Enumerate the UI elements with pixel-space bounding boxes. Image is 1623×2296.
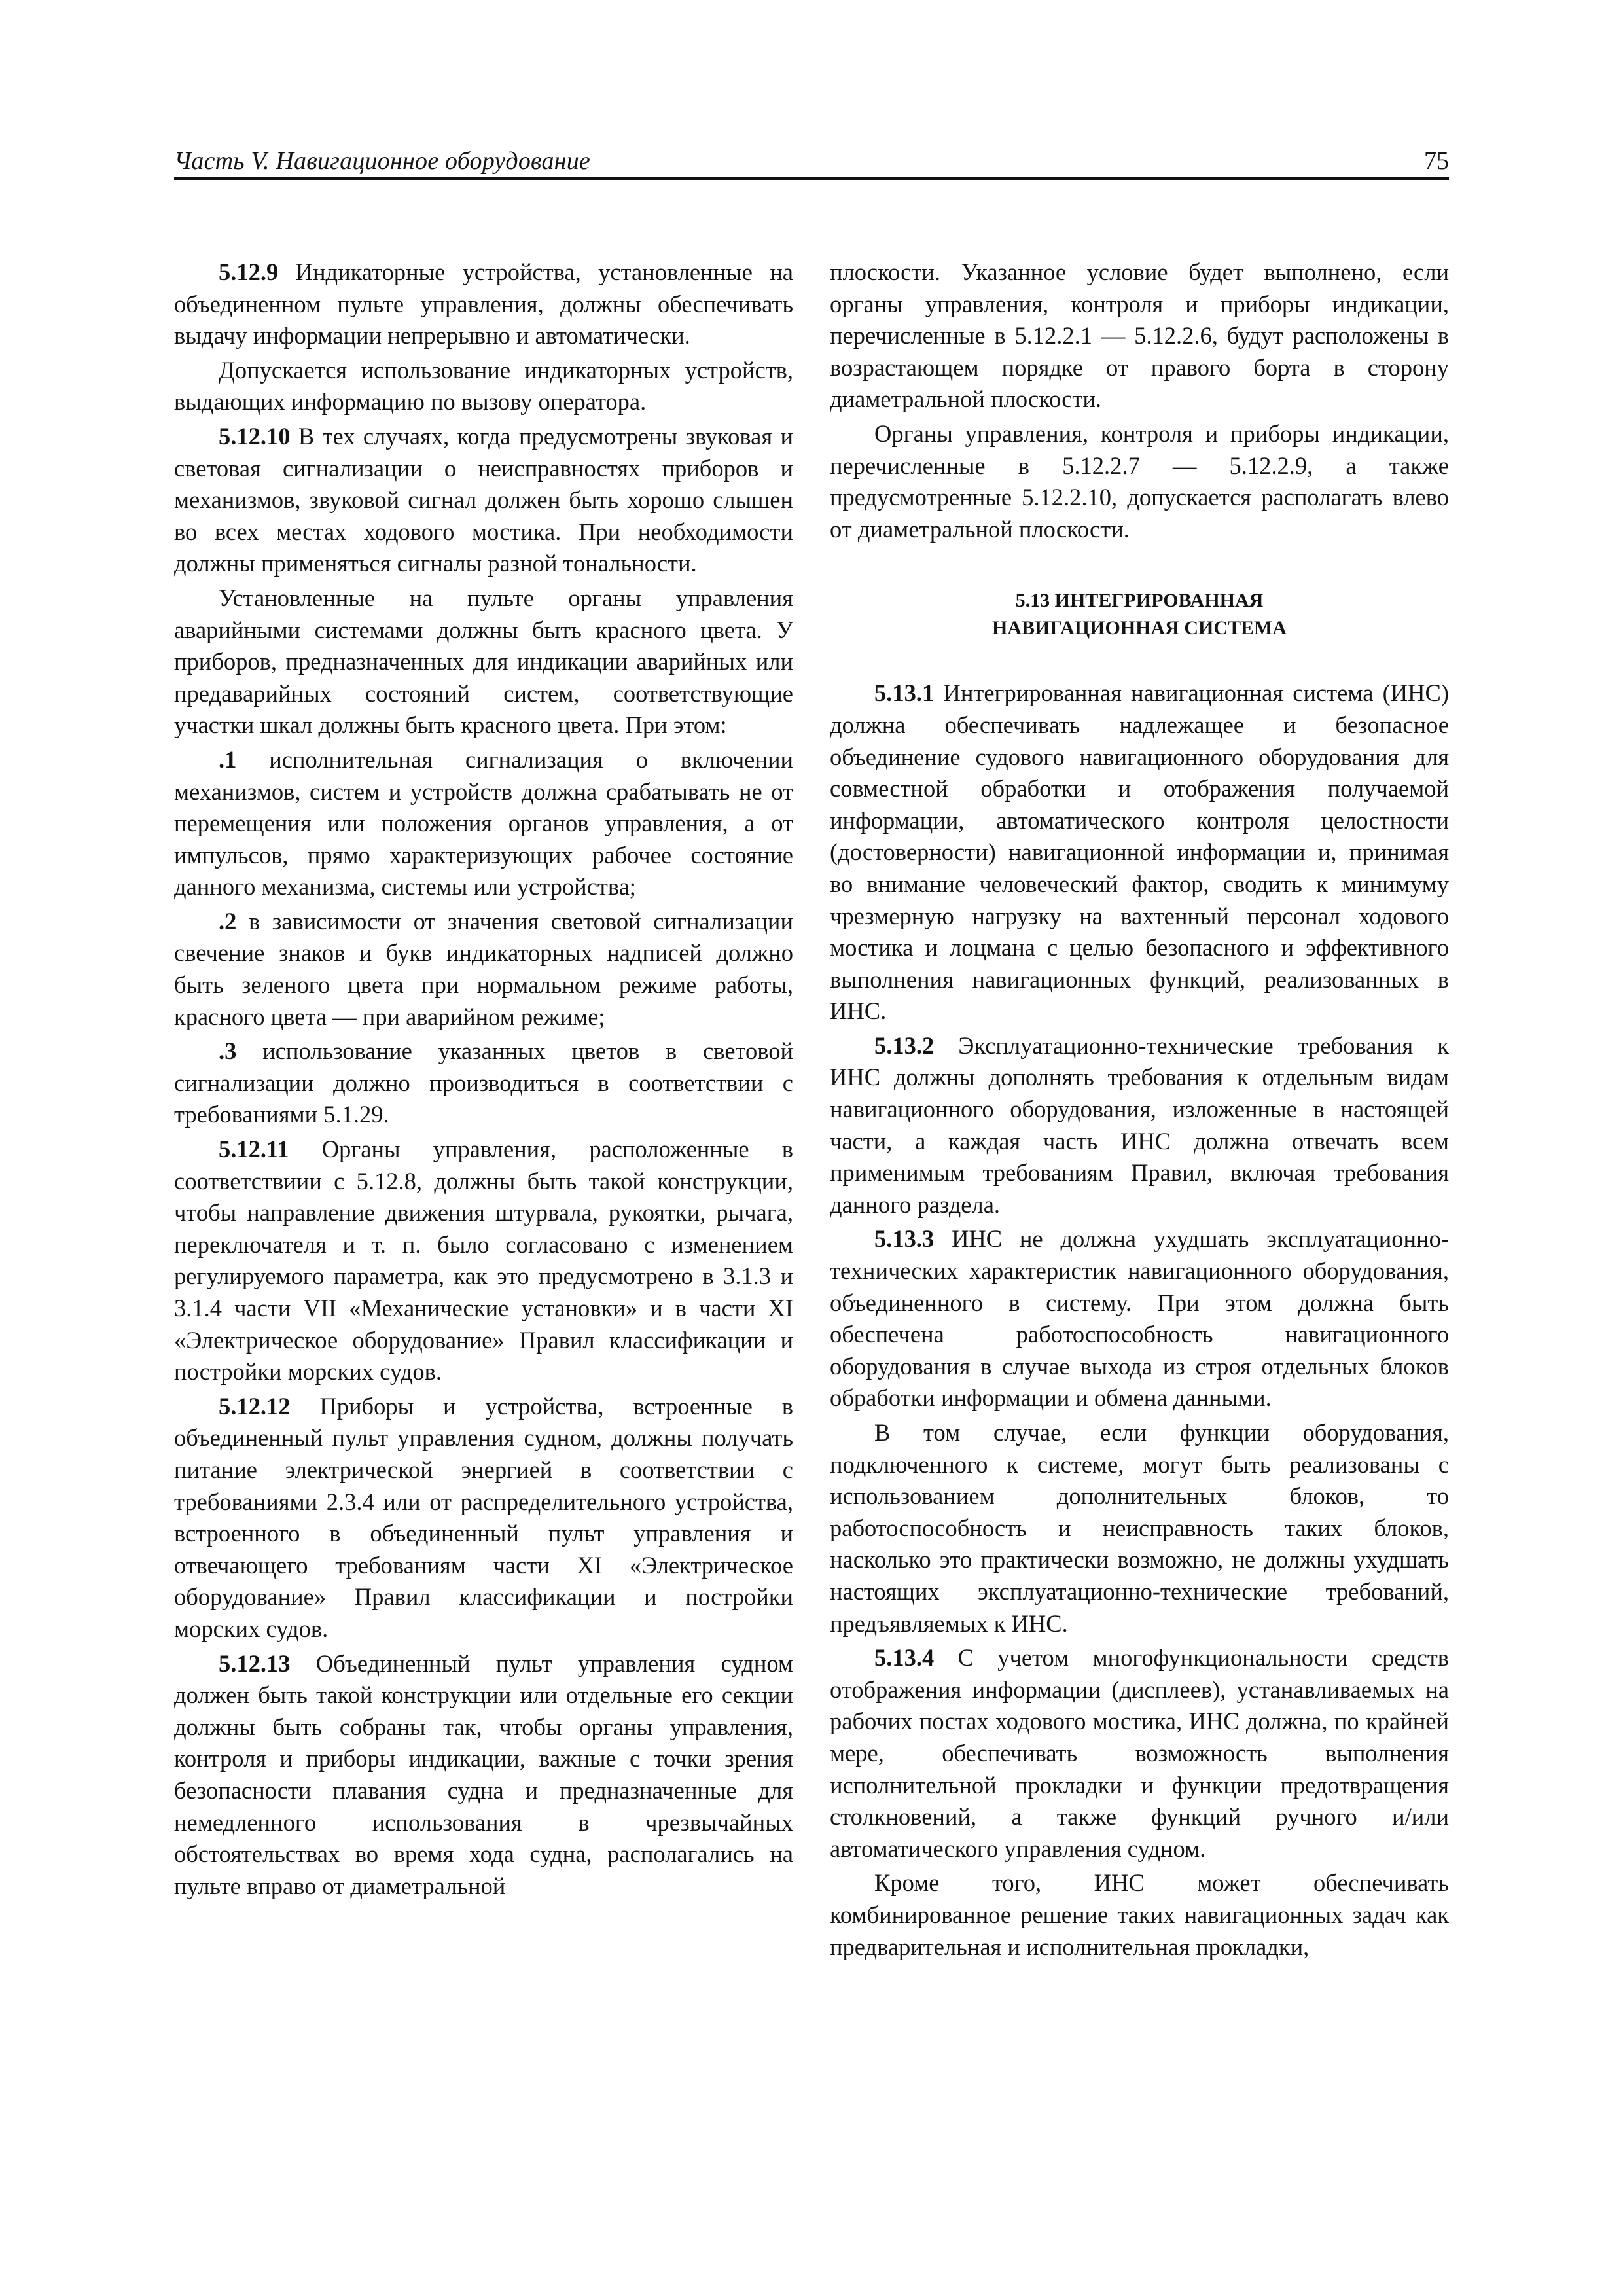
- list-item: .3 использование указанных цветов в световой сигнализации должно производиться в соответствии с требованиями 5.1.29.: [174, 1037, 794, 1128]
- paragraph: 5.12.10 В тех случаях, когда предусмотрены звуковая и световая сигнализации о неисправностях приборов и механизмов, звуковой сигнал должен быть хорошо слышен во всех местах ходового мостика. При необходимости должны применяться сигналы разной тональности.: [174, 422, 794, 577]
- paragraph: Органы управления, контроля и приборы индикации, перечисленные в 5.12.2.7 — 5.12.2.9, а также предусмотренные 5.12.2.10, допускается располагать влево от диаметральной плоскости.: [830, 420, 1449, 543]
- clause-number: 5.13.1: [874, 679, 935, 707]
- right-column: [830, 257, 1449, 1965]
- paragraph: В том случае, если функции оборудования, подключенного к системе, могут быть реализованы с использованием дополнительных блоков, то работоспособность и неисправность таких блоков, насколько это практически возможно, не должны ухудшать настоящих эксплуатационно-технические требований, предъявляемых к ИНС.: [830, 1419, 1449, 1637]
- paragraph: Кроме того, ИНС может обеспечивать комбинированное решение таких навигационных задач как предварительная и исполнительная прокладки,: [830, 1869, 1449, 1960]
- paragraph: Допускается использование индикаторных устройств, выдающих информацию по вызову оператора.: [174, 356, 793, 416]
- paragraph: 5.13.3 ИНС не должна ухудшать эксплуатационно-технических характеристик навигационного оборудования, объединенного в систему. При этом должна быть обеспечена работоспособность навигационного оборудования в случае выхода из строя отдельных блоков обработки информации и обмена данными.: [830, 1225, 1450, 1412]
- paragraph: 5.12.13 Объединенный пульт управления судном должен быть такой конструкции или отдельные его секции должны быть собраны так, чтобы органы управления, контроля и приборы индикации, важные с точки зрения безопасности плавания судна и предназначенные для немедленного использования в чрезвычайных обстоятельствах во время хода судна, располагались на пульте вправо от диаметральной: [174, 1649, 794, 1899]
- paragraph: 5.12.12 Приборы и устройства, встроенные в объединенный пульт управления судном, должны получать питание электрической энергией в соответствии с требованиями 2.3.4 или от распределительного устройства, встроенного в объединенный пульт управления и отвечающего требованиям части XI «Электрическое оборудование» Правил классификации и постройки морских судов.: [174, 1392, 794, 1642]
- clause-number: 5.12.12: [219, 1392, 291, 1420]
- clause-number: 5.13.3: [874, 1225, 935, 1253]
- running-header: [174, 145, 1449, 179]
- left-column: [174, 257, 793, 1905]
- paragraph-continued: плоскости. Указанное условие будет выполнено, если органы управления, контроля и приборы индикации, перечисленные в 5.12.2.1 — 5.12.2.6, будут расположены в возрастающем порядке от правого борта в сторону диаметральной плоскости.: [830, 259, 1449, 413]
- paragraph: 5.13.1 Интегрированная навигационная система (ИНС) должна обеспечивать надлежащее и безопасное объединение судового навигационного оборудования для совместной обработки и отображения получаемой информации, автоматического контроля целостности (достоверности) навигационной информации и, принимая во внимание человеческий фактор, сводить к минимуму чрезмерную нагрузку на вахтенный персонал ходового мостика и лоцмана с целью безопасного и эффективного выполнения навигационных функций, реализованных в ИНС.: [830, 679, 1450, 1025]
- list-item: .2 в зависимости от значения световой сигнализации свечение знаков и букв индикаторных надписей должно быть зеленого цвета при нормальном режиме работы, красного цвета — при аварийном режиме;: [174, 907, 793, 1030]
- clause-number: 5.12.11: [219, 1136, 289, 1163]
- clause-number: 5.13.2: [874, 1031, 935, 1059]
- header-rule: [174, 177, 1449, 180]
- paragraph: 5.12.11 Органы управления, расположенные в соответствиии с 5.12.8, должны быть такой конструкции, чтобы направление движения штурвала, рукоятки, рычага, переключателя и т. п. было согласовано с изменением регулируемого параметра, как это предусмотрено в 3.1.3 и 3.1.4 части VII «Механические установки» и в части XI «Электрическое оборудование» Правил классификации и постройки морских судов.: [174, 1136, 793, 1386]
- item-number: .1: [219, 745, 237, 773]
- paragraph: 5.13.4 С учетом многофункциональности средств отображения информации (дисплеев), устанавливаемых на рабочих постах ходового мостика, ИНС должна, по крайней мере, обеспечивать возможность выполнения исполнительной прокладки и функции предотвращения столкновений, а также функций ручного и/или автоматического управления судном.: [830, 1644, 1449, 1862]
- paragraph: 5.12.9 Индикаторные устройства, установленные на объединенном пульте управления, должны обеспечивать выдачу информации непрерывно и автоматически.: [174, 259, 794, 350]
- section-heading-line: НАВИГАЦИОННАЯ СИСТЕМА: [992, 617, 1287, 639]
- item-number: .3: [219, 1037, 237, 1065]
- page-number: 75: [1424, 147, 1449, 175]
- clause-number: 5.12.9: [219, 259, 279, 285]
- section-heading-line: 5.13 ИНТЕГРИРОВАННАЯ: [1015, 590, 1264, 612]
- paragraph: Установленные на пульте органы управления аварийными системами должны быть красного цвета. У приборов, предназначенных для индикации аварийных или предаварийных состояний систем, соответствующие участки шкал должны быть красного цвета. При этом:: [174, 584, 793, 739]
- clause-number: 5.13.4: [874, 1644, 935, 1672]
- clause-number: 5.12.10: [219, 422, 291, 450]
- section-heading: [830, 587, 1449, 642]
- item-number: .2: [219, 907, 237, 935]
- list-item: .1 исполнительная сигнализация о включении механизмов, систем и устройств должна срабатывать не от перемещения или положения органов управления, а от импульсов, прямо характеризующих рабочее состояние данного механизма, системы или устройства;: [174, 745, 794, 901]
- header-title: Часть V. Навигационное оборудование: [174, 147, 590, 175]
- paragraph: 5.13.2 Эксплуатационно-технические требования к ИНС должны дополнять требования к отдельным видам навигационного оборудования, изложенные в настоящей части, а каждая часть ИНС должна отвечать всем применимым требованиям Правил, включая требования данного раздела.: [830, 1031, 1449, 1218]
- clause-number: 5.12.13: [219, 1649, 291, 1677]
